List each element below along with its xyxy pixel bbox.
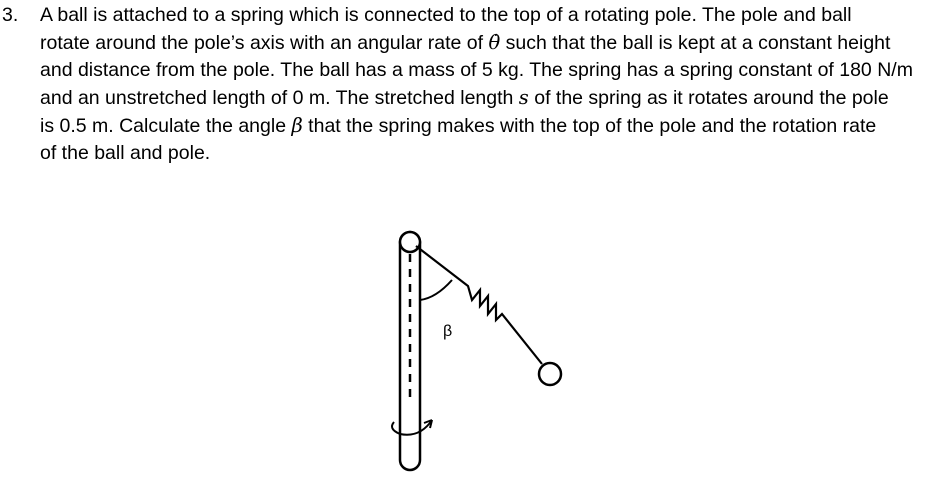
theta-dot-symbol: θ̇	[488, 31, 501, 54]
statement-text: is 0.5 m. Calculate the angle	[40, 115, 292, 137]
statement-text: such that the ball is kept at a constant height	[500, 32, 891, 54]
statement-text: and an unstretched length of 0 m. The stretched length	[40, 87, 519, 109]
s-symbol: s	[518, 86, 529, 109]
figure-drawing	[380, 222, 580, 472]
ball	[539, 363, 561, 385]
statement-line-5	[40, 112, 948, 140]
pole-spring-ball-figure	[380, 222, 580, 472]
statement-text: that the spring makes with the top of the pole and the rotation rate	[302, 115, 877, 137]
spring	[416, 246, 542, 364]
beta-symbol: β	[291, 114, 303, 137]
statement-text: of the ball and pole.	[40, 142, 211, 164]
beta-label: β	[443, 323, 453, 340]
statement-text: rotate around the pole’s axis with an angular rate of	[40, 32, 489, 54]
problem-number: 3.	[2, 4, 19, 26]
statement-line-3	[40, 57, 948, 84]
statement-text: A ball is attached to a spring which is connected to the top of a rotating pole. The pole and ball	[40, 4, 852, 26]
statement-line-6	[40, 140, 948, 167]
statement-line-2	[40, 29, 948, 57]
statement-text: and distance from the pole. The ball has a mass of 5 kg. The spring has a spring constant of 180 N/m	[40, 59, 913, 81]
angle-arc	[420, 280, 452, 300]
statement-line-4	[40, 84, 948, 112]
statement-line-1	[40, 2, 948, 29]
statement-text: of the spring as it rotates around the pole	[528, 87, 889, 109]
problem-statement	[40, 2, 948, 167]
pivot	[400, 232, 420, 252]
